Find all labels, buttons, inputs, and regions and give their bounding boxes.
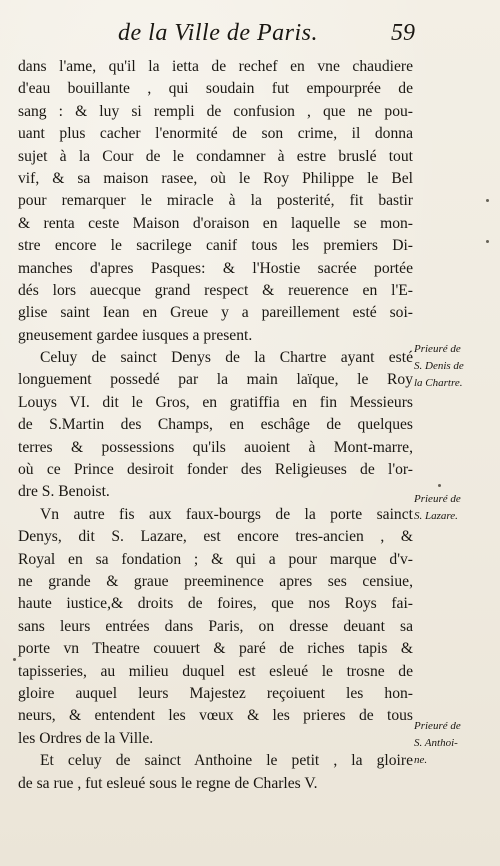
margin-note-lazare — [414, 491, 498, 525]
margin-note-line: la Chartre. — [414, 377, 463, 389]
text-line: porte vn Theatre couuert & paré de riches tapis & — [18, 640, 413, 658]
text-line: neurs, & entendent les vœux & les prieres de tous — [18, 707, 413, 725]
text-line: Royal en sa fondation ; & qui a pour marque d'v- — [18, 550, 413, 568]
text-line: stre encore le sacrilege canif tous les premiers Di- — [18, 237, 413, 255]
margin-note-line: S. Denis de — [414, 360, 464, 372]
text-line: où ce Prince desiroit fonder des Religieuses de l'or- — [18, 461, 413, 479]
page-header — [0, 20, 500, 50]
text-line: terres & possessions qu'ils auoient à Mont-marre, — [18, 438, 413, 456]
margin-note-line: Prieuré de — [414, 720, 461, 732]
margin-note-line: Prieuré de — [414, 493, 461, 505]
text-line: tapisseries, au milieu duquel est esleué le trosne de — [18, 662, 413, 680]
margin-note-anthoine — [414, 718, 498, 769]
text-line: sang : & luy si rempli de confusion , que ne pou- — [18, 102, 413, 120]
text-line: sujet à la Cour de le condamner à estre bruslé tout — [18, 147, 413, 165]
ink-speck — [13, 658, 16, 661]
text-line: de sa rue , fut esleué sous le regne de Charles V. — [18, 774, 318, 792]
margin-note-denis — [414, 341, 498, 392]
text-line: sans leurs entrées dans Paris, on dresse deuant sa — [18, 617, 413, 635]
ink-speck — [486, 240, 489, 243]
paragraph-start-line: Vn autre fis aux faux-bourgs de la porte sainct — [40, 505, 413, 523]
running-head: de la Ville de Paris. — [118, 20, 319, 46]
paragraph-start-line: Celuy de sainct Denys de la Chartre ayant esté — [40, 349, 413, 367]
margin-note-line: ne. — [414, 754, 428, 766]
text-line: les Ordres de la Ville. — [18, 729, 154, 747]
text-line: ne grande & graue preeminence apres ses censiue, — [18, 572, 413, 590]
text-line: dans l'ame, qu'il la ietta de rechef en vne chaudiere — [18, 58, 413, 75]
ink-speck — [486, 199, 489, 202]
text-line: gneusement gardee iusques a present. — [18, 326, 253, 344]
body-text — [18, 56, 413, 795]
margin-note-line: Prieuré de — [414, 343, 461, 355]
text-line: haute iustice,& droits de foires, que nos Roys fai- — [18, 595, 413, 613]
text-line: & renta ceste Maison d'oraison en laquelle se mon- — [18, 214, 413, 232]
text-line: dre S. Benoist. — [18, 483, 110, 501]
page-number: 59 — [391, 20, 415, 46]
text-line: dés lors auecque grand respect & reuerence en l'E- — [18, 281, 413, 299]
text-line: glise saint Iean en Greue y a pareillement esté soi- — [18, 304, 413, 322]
text-line: longuement possedé par la main laïque, le Roy — [18, 371, 413, 389]
ink-speck — [438, 484, 441, 487]
text-line: pour remarquer le miracle à la posterité, fit bastir — [18, 192, 413, 210]
text-line: Louys VI. dit le Gros, en gratiffia en fin Messieurs — [18, 393, 413, 411]
text-line: manches d'apres Pasques: & l'Hostie sacrée portée — [18, 259, 413, 277]
text-line: de S.Martin des Champs, en eschâge de quelques — [18, 416, 413, 434]
text-line: d'eau bouillante , qui soudain fut empourprée de — [18, 80, 413, 98]
text-line: vif, & sa maison rasee, où le Roy Philippe le Bel — [18, 169, 413, 187]
margin-note-line: S. Anthoi- — [414, 737, 458, 749]
text-line: gloire auquel leurs Majestez reçoiuent les hon- — [18, 684, 413, 702]
margin-note-line: S. Lazare. — [414, 510, 458, 522]
text-line: uant plus cacher l'enormité de son crime, il donna — [18, 125, 413, 143]
text-line: Denys, dit S. Lazare, est encore tres-ancien , & — [18, 528, 413, 546]
paragraph-start-line: Et celuy de sainct Anthoine le petit , la gloire — [40, 752, 413, 770]
